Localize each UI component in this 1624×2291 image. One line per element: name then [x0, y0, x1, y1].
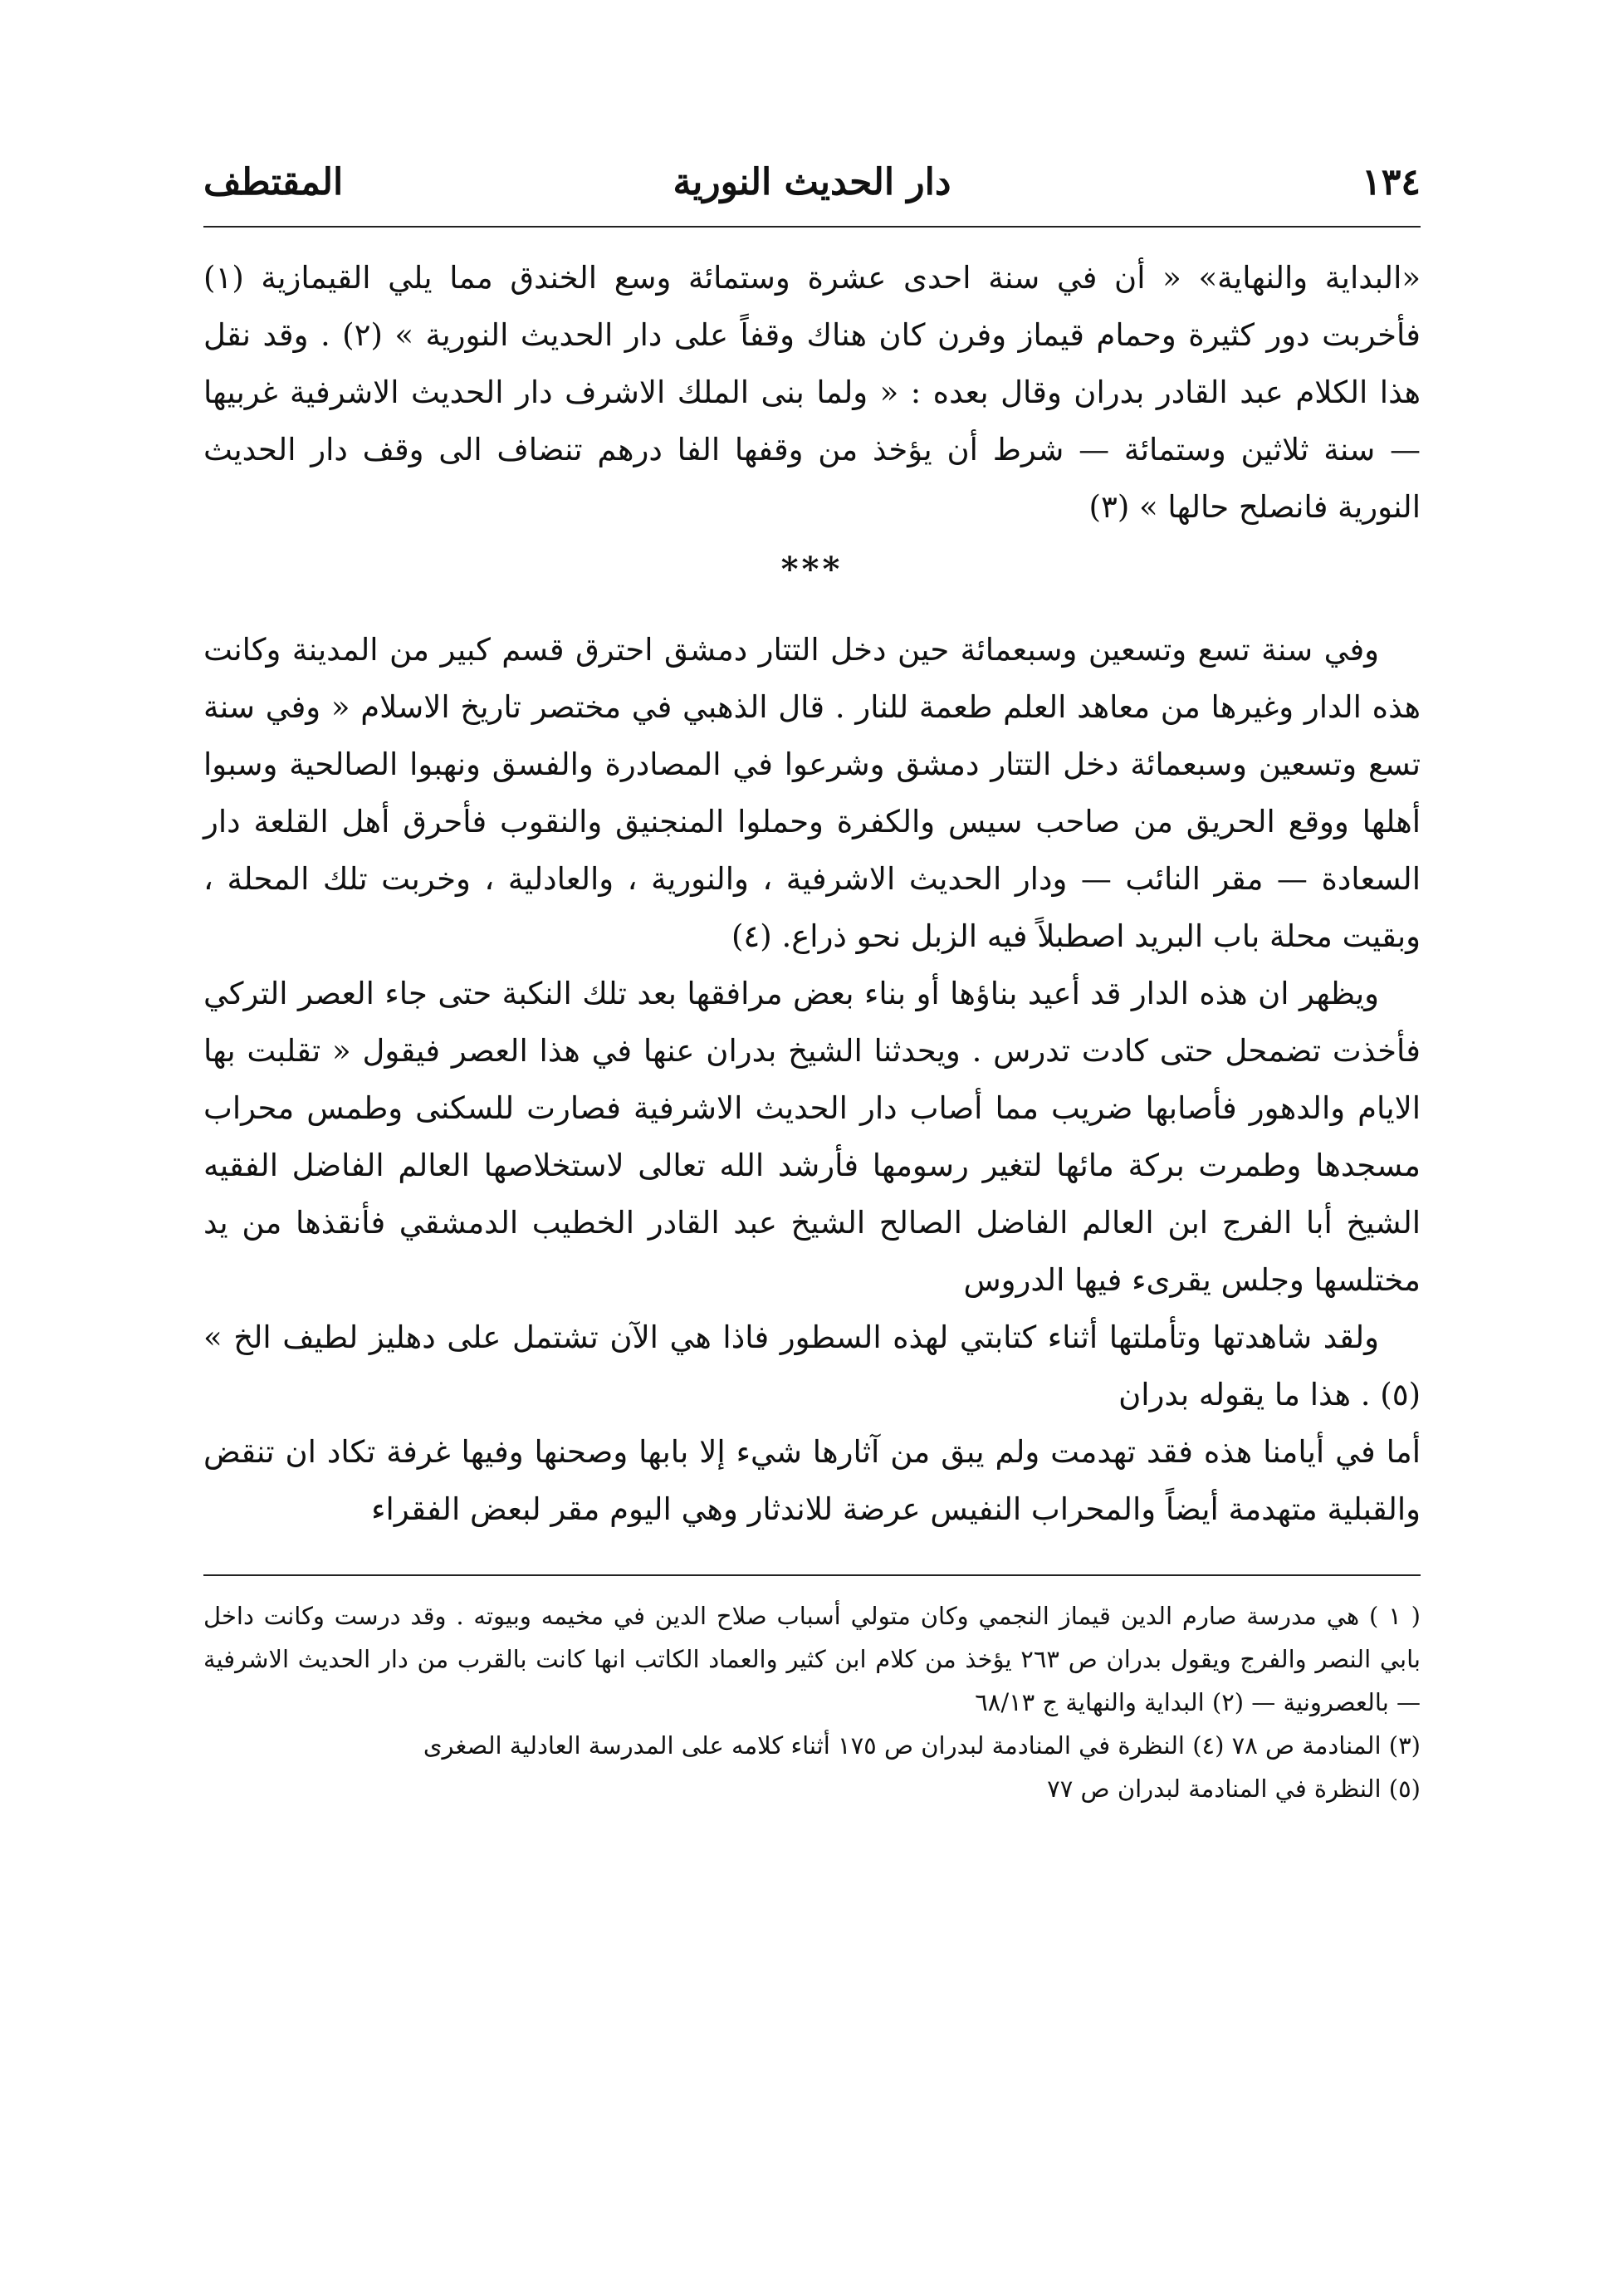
paragraph: وفي سنة تسع وتسعين وسبعمائة حين دخل التتار دمشق احترق قسم كبير من المدينة وكانت هذه الدار وغيرها من معاهد العلم طعمة للنار . قال الذهبي في مختصر تاريخ الاسلام « وفي سنة تسع وتسعين وسبعمائة دخل التتار دمشق وشرعوا في المصادرة والفسق ونهبوا الصالحية وسبوا أهلها ووقع الحريق من صاحب سيس والكفرة وحملوا المنجنيق والنقوب فأحرق أهل القلعة دار السعادة — مقر النائب — ودار الحديث الاشرفية ، والنورية ، والعادلية ، وخربت تلك المحلة ، وبقيت محلة باب البريد اصطبلاً فيه الزبل نحو ذراع. (٤)	[203, 632, 1421, 954]
paragraph: ويظهر ان هذه الدار قد أعيد بناؤها أو بناء بعض مرافقها بعد تلك النكبة حتى جاء العصر التركي فأخذت تضمحل حتى كادت تدرس . ويحدثنا الشيخ بدران عنها في هذا العصر فيقول « تقلبت بها الايام والدهور فأصابها ضريب مما أصاب دار الحديث الاشرفية فصارت للسكنى وطمس محراب مسجدها وطمرت بركة مائها لتغير رسومها فأرشد الله تعالى لاستخلاصها العالم الفاضل الفقيه الشيخ أبا الفرج ابن العالم الفاضل الصالح الشيخ عبد القادر الخطيب الدمشقي فأنقذها من يد مختلسها وجلس يقرىء فيها الدروس	[203, 976, 1421, 1298]
journal-name: المقتطف	[203, 161, 344, 203]
running-title: دار الحديث النورية	[673, 161, 951, 203]
footnote-rule	[203, 1574, 1421, 1576]
paragraph: أما في أيامنا هذه فقد تهدمت ولم يبق من آثارها شيء إلا بابها وصحنها وفيها غرفة تكاد ان تنقض والقبلية متهدمة أيضاً والمحراب النفيس عرضة للاندثار وهي اليوم مقر لبعض الفقراء	[203, 1434, 1421, 1527]
footnote: (٥) النظرة في المنادمة لبدران ص ٧٧	[1047, 1775, 1421, 1803]
header-rule	[203, 226, 1421, 228]
paragraph: «البداية والنهاية» « أن في سنة احدى عشرة وستمائة وسع الخندق مما يلي القيمازية (١) فأخربت دور كثيرة وحمام قيماز وفرن كان هناك وقفاً على دار الحديث النورية » (٢) . وقد نقل هذا الكلام عبد القادر بدران وقال بعده : « ولما بنى الملك الاشرف دار الحديث الاشرفية غربيها — سنة ثلاثين وستمائة — شرط أن يؤخذ من وقفها الفا درهم تنضاف الى وقف دار الحديث النورية فانصلح حالها » (٣)	[203, 260, 1421, 525]
footnote: (٣) المنادمة ص ٧٨ (٤) النظرة في المنادمة لبدران ص ١٧٥ أثناء كلامه على المدرسة العادلية الصغرى	[423, 1731, 1421, 1760]
page-number: ١٣٤	[1362, 161, 1421, 203]
paragraph: ولقد شاهدتها وتأملتها أثناء كتابتي لهذه السطور فاذا هي الآن تشتمل على دهليز لطيف الخ » (٥) . هذا ما يقوله بدران	[203, 1319, 1421, 1412]
section-separator: ***	[780, 550, 844, 589]
footnote: ( ١ ) هي مدرسة صارم الدين قيماز النجمي وكان متولي أسباب صلاح الدين في مخيمه وبيوته . وقد درست وكانت داخل بابي النصر والفرج ويقول بدران ص ٢٦٣ يؤخذ من كلام ابن كثير والعماد الكاتب انها كانت بالقرب من دار الحديث الاشرفية — بالعصرونية — (٢) البداية والنهاية ج ٦٨/١٣	[203, 1602, 1421, 1716]
page-header	[203, 158, 1421, 208]
main-text	[203, 249, 1421, 1538]
footnotes	[203, 1594, 1421, 1810]
